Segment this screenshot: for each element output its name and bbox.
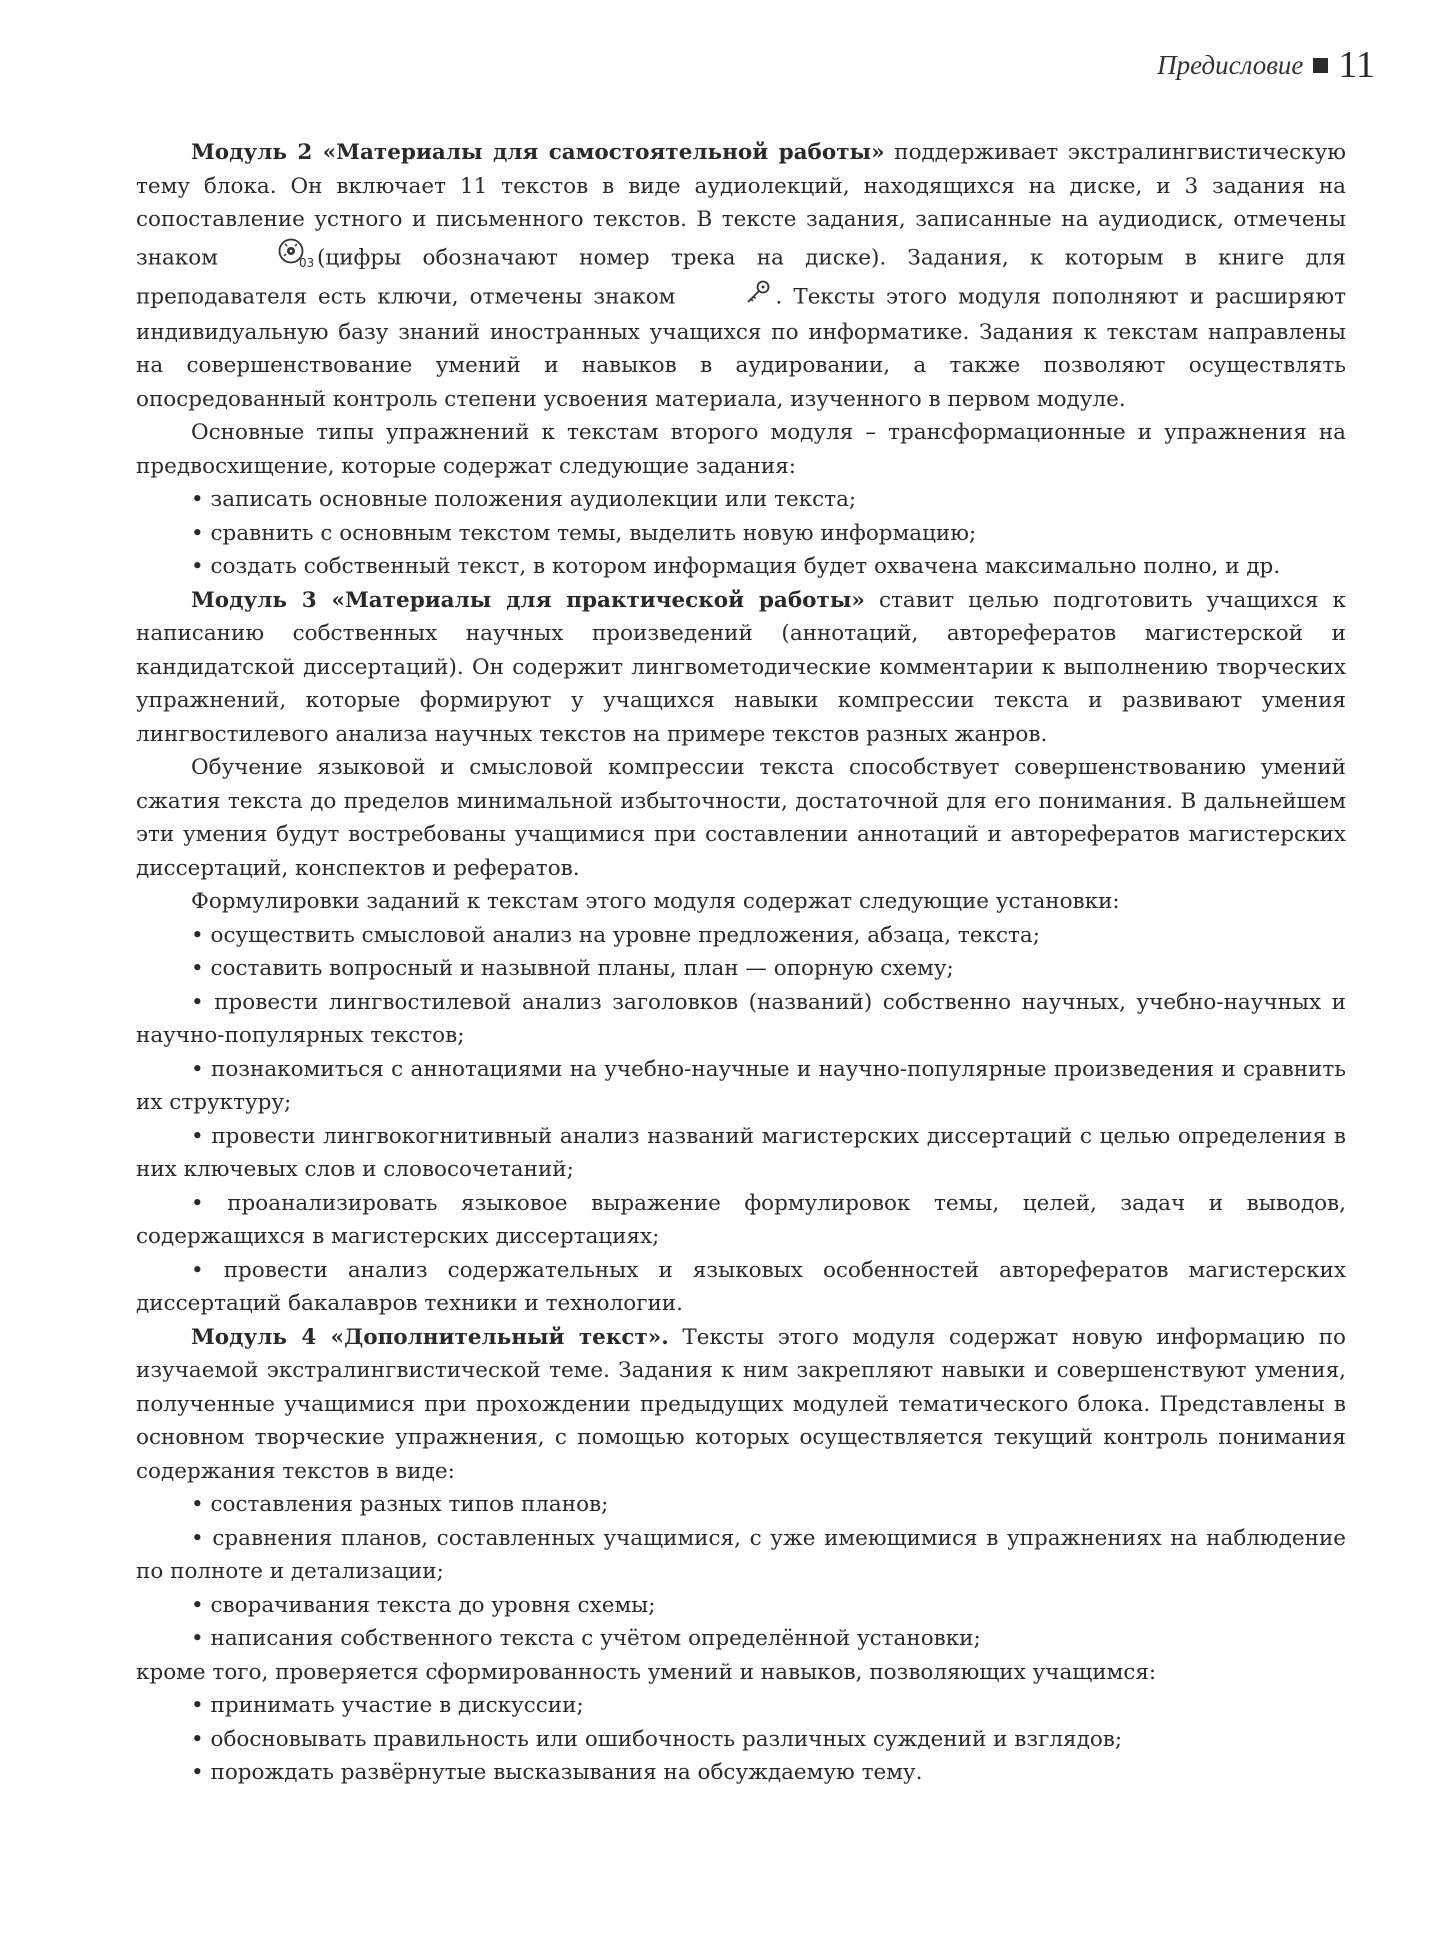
list-item: • создать собственный текст, в котором информация будет охвачена максимально полно, и др.	[191, 554, 1281, 579]
running-header	[1157, 40, 1375, 90]
page-number: 11	[1338, 44, 1375, 86]
module-2-heading: Модуль 2 «Материалы для самостоятельной работы»	[191, 140, 885, 165]
paragraph-text: Тексты этого модуля содержат новую информацию по изучаемой экстралингвистической теме. Задания к ним закрепляют навыки и совершенствуют умения, полученные учащимися при прохождении предыдущих модулей тематического блока. Представлены в основном творческие упражнения, с помощью которых осуществляется текущий контроль понимания содержания текстов в виде:	[136, 1324, 1346, 1484]
list-item: • сравнить с основным текстом темы, выделить новую информацию;	[191, 520, 977, 546]
list-item: • принимать участие в дискуссии;	[191, 1693, 584, 1718]
paragraph-skills-check: кроме того, проверяется сформированность умений и навыков, позволяющих учащимся:	[136, 1659, 1157, 1685]
page-body	[136, 136, 1346, 1790]
list-item: • провести лингвостилевой анализ заголовков (названий) собственно научных, учебно-научных и научно-популярных текстов;	[136, 989, 1346, 1048]
cd-audio-track-icon	[222, 237, 313, 280]
paragraph-text: ставит целью подготовить учащихся к написанию собственных научных произведений (аннотаций, авторефератов магистерской и кандидатской диссертаций). Он содержит лингвометодические комментарии к выполнению творческих упражнений, которые формируют у учащихся навыки компрессии текста и развивают умения лингвостилевого анализа научных текстов на примере текстов разных жанров.	[136, 587, 1346, 747]
list-item: • провести анализ содержательных и языковых особенностей авторефератов магистерских диссертаций бакалавров техники и технологии.	[136, 1257, 1346, 1316]
paragraph-text: . Тексты этого модуля пополняют и расширяют индивидуальную базу знаний иностранных учащихся по информатике. Задания к текстам направлены на совершенствование умений и навыков в аудировании, а также позволяют осуществлять опосредованный контроль степени усвоения материала, изученного в первом модуле.	[136, 284, 1346, 412]
list-item: • составления разных типов планов;	[191, 1492, 609, 1517]
paragraph-module-2	[136, 136, 1346, 416]
paragraph-formulations: Формулировки заданий к текстам этого модуля содержат следующие установки:	[191, 889, 1120, 914]
paragraph-compression: Обучение языковой и смысловой компрессии текста способствует совершенствованию умений сжатия текста до пределов минимальной избыточности, достаточной для его понимания. В дальнейшем эти умения будут востребованы учащимися при составлении аннотаций и авторефератов магистерских диссертаций, конспектов и рефератов.	[136, 755, 1346, 881]
audio-track-number: 03	[298, 255, 313, 269]
paragraph-exercise-types: Основные типы упражнений к текстам второго модуля – трансформационные и упражнения на предвосхищение, которые содержат следующие задания:	[136, 420, 1346, 479]
list-item: • провести лингвокогнитивный анализ названий магистерских диссертаций с целью определения в них ключевых слов и словосочетаний;	[136, 1123, 1346, 1182]
list-item: • написания собственного текста с учётом определённой установки;	[191, 1626, 981, 1651]
list-item: • осуществить смысловой анализ на уровне предложения, абзаца, текста;	[191, 922, 1040, 948]
key-icon	[690, 279, 771, 316]
list-item: • сравнения планов, составленных учащимися, с уже имеющимися в упражнениях на наблюдение по полноте и детализации;	[136, 1525, 1346, 1584]
list-item: • порождать развёрнутые высказывания на обсуждаемую тему.	[191, 1760, 923, 1785]
list-item: • проанализировать языковое выражение формулировок темы, целей, задач и выводов, содержащихся в магистерских диссертациях;	[136, 1190, 1346, 1249]
paragraph-module-3	[136, 584, 1346, 752]
list-item: • записать основные положения аудиолекции или текста;	[191, 487, 857, 512]
paragraph-text: поддерживает экстралингвистическую тему блока. Он включает 11 текстов в виде аудиолекций, находящихся на диске, и 3 задания на сопоставление устного и письменного текстов. В тексте задания, записанные на аудиодиск, отмечены знаком	[136, 140, 1346, 270]
list-item: • сворачивания текста до уровня схемы;	[191, 1592, 656, 1618]
list-item: • обосновывать правильность или ошибочность различных суждений и взглядов;	[191, 1726, 1123, 1752]
paragraph-text: (цифры обозначают номер трека на диске). Задания, к которым в книге для преподавателя есть ключи, отмечены знаком	[136, 244, 1346, 310]
module-3-heading: Модуль 3 «Материалы для практической работы»	[191, 587, 865, 613]
module-4-heading: Модуль 4 «Дополнительный текст».	[191, 1324, 669, 1350]
list-item: • составить вопросный и назывной планы, план — опорную схему;	[191, 956, 954, 981]
list-item: • познакомиться с аннотациями на учебно-научные и научно-популярные произведения и сравнить их структуру;	[136, 1056, 1346, 1115]
paragraph-module-4	[136, 1321, 1346, 1489]
header-section-title: Предисловие	[1157, 49, 1304, 80]
header-square-ornament	[1313, 58, 1328, 73]
